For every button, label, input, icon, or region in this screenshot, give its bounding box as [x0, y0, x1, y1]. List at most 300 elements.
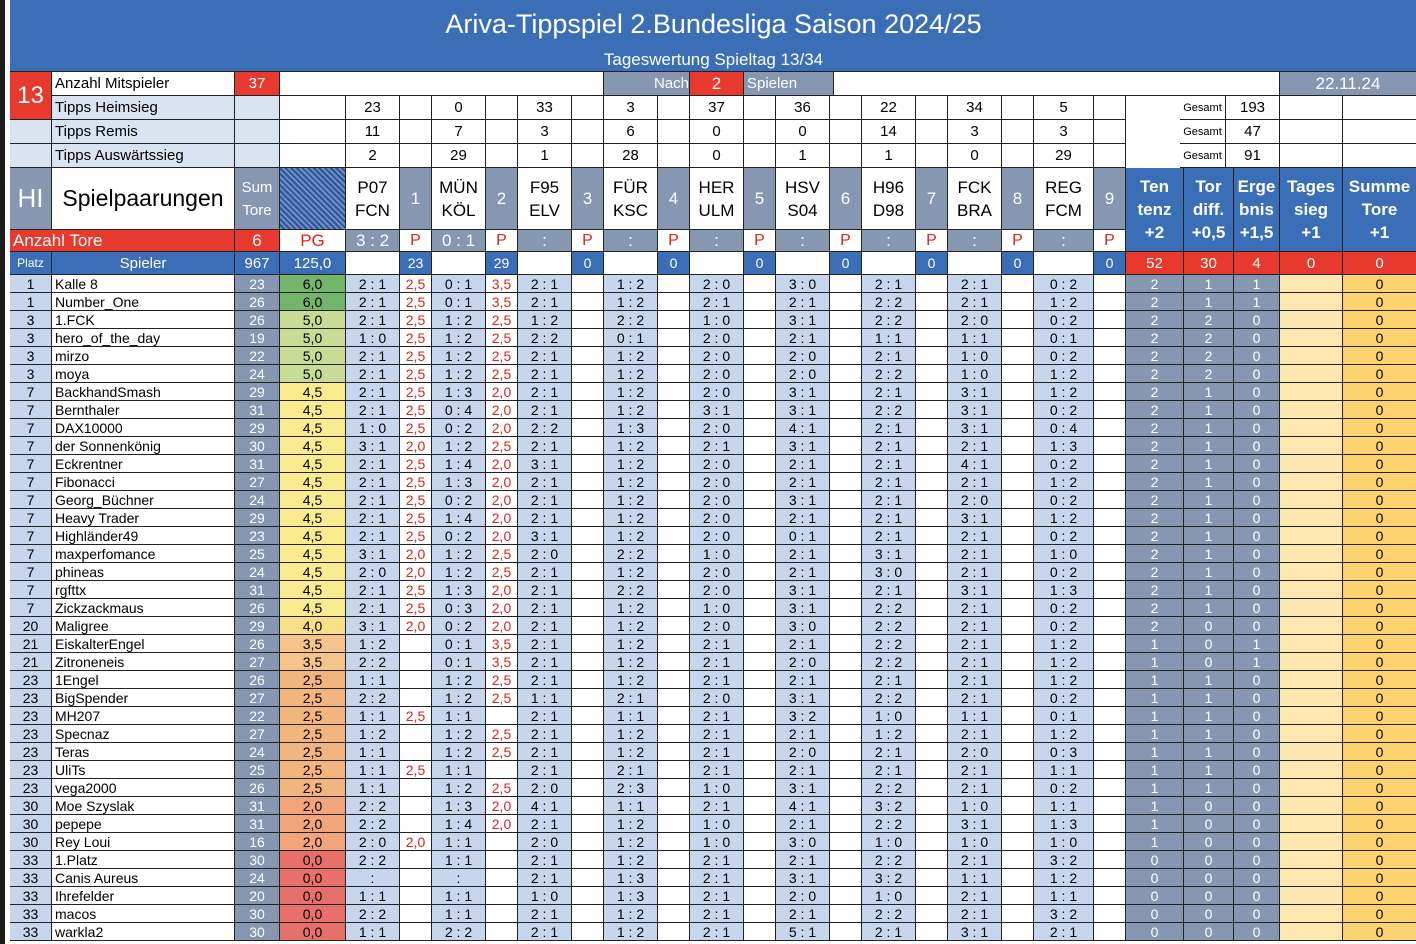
blank — [572, 671, 604, 689]
player-tip: 3 : 1 — [776, 689, 830, 707]
tipps-heimsieg-count: 22 — [862, 96, 916, 120]
player-name: BackhandSmash — [52, 383, 235, 401]
blank — [1094, 293, 1126, 311]
player-tip: 2 : 0 — [690, 365, 744, 383]
player-tendenz: 0 — [1126, 923, 1184, 941]
tip-points: 2,0 — [400, 545, 432, 563]
player-tip: 2 : 1 — [948, 437, 1002, 455]
tip-points: 2,5 — [400, 347, 432, 365]
player-name: 1.Platz — [52, 851, 235, 869]
player-tip: 2 : 2 — [862, 365, 916, 383]
player-tip: 0 : 1 — [776, 527, 830, 545]
blank — [658, 851, 690, 869]
blank — [572, 293, 604, 311]
blank — [572, 851, 604, 869]
player-points: 4,5 — [280, 581, 346, 599]
player-tagessieg — [1280, 509, 1343, 527]
blank — [1002, 527, 1034, 545]
player-rank: 21 — [10, 635, 52, 653]
blank — [744, 689, 776, 707]
player-points: 4,5 — [280, 527, 346, 545]
player-tip: 2 : 0 — [948, 491, 1002, 509]
header-line: tenz — [1137, 200, 1172, 219]
player-name: der Sonnenkönig — [52, 437, 235, 455]
blank — [572, 635, 604, 653]
match-p: P — [1002, 230, 1034, 252]
player-tip: 2 : 1 — [948, 599, 1002, 617]
blank — [916, 509, 948, 527]
tip-points: 3,5 — [486, 653, 518, 671]
tipps-remis-count: 3 — [518, 120, 572, 144]
player-tip: 2 : 1 — [862, 743, 916, 761]
blank — [1094, 144, 1126, 168]
blank — [916, 851, 948, 869]
blank — [572, 96, 604, 120]
player-tordiff: 1 — [1184, 293, 1234, 311]
player-tip: 3 : 1 — [948, 815, 1002, 833]
player-goals: 26 — [235, 293, 280, 311]
player-tip: 2 : 1 — [518, 743, 572, 761]
header-line: P07 — [357, 177, 388, 197]
player-tordiff: 1 — [1184, 599, 1234, 617]
player-tip: 2 : 0 — [690, 563, 744, 581]
player-tagessieg — [1280, 401, 1343, 419]
player-tip: 2 : 1 — [518, 581, 572, 599]
player-tip: 2 : 2 — [862, 815, 916, 833]
tip-points: 2,5 — [486, 563, 518, 581]
player-name: MH207 — [52, 707, 235, 725]
page-title: Ariva-Tippspiel 2.Bundesliga Saison 2024/25 — [10, 0, 1416, 48]
player-rank: 30 — [10, 833, 52, 851]
player-summe: 0 — [1343, 653, 1416, 671]
player-tordiff: 0 — [1184, 797, 1234, 815]
tip-points: 2,0 — [486, 815, 518, 833]
player-tagessieg — [1280, 527, 1343, 545]
player-tip: 3 : 1 — [948, 401, 1002, 419]
player-tendenz: 2 — [1126, 329, 1184, 347]
player-goals: 23 — [235, 275, 280, 293]
player-name: EiskalterEngel — [52, 635, 235, 653]
player-name: phineas — [52, 563, 235, 581]
player-goals: 19 — [235, 329, 280, 347]
player-tip: 0 : 2 — [1034, 617, 1094, 635]
match-teams — [948, 168, 1002, 230]
blank — [1002, 923, 1034, 941]
player-tip: 2 : 1 — [690, 671, 744, 689]
tip-points: 2,5 — [400, 527, 432, 545]
player-tip: 1 : 2 — [604, 527, 658, 545]
blank — [1094, 383, 1126, 401]
player-tip: 1 : 3 — [432, 383, 486, 401]
header-line: Sum — [241, 178, 273, 196]
blank — [916, 671, 948, 689]
blank — [572, 797, 604, 815]
player-tip: 1 : 2 — [346, 635, 400, 653]
player-tip: 1 : 1 — [346, 671, 400, 689]
player-rank: 33 — [10, 905, 52, 923]
gesamt-label: Gesamt — [1180, 96, 1226, 120]
player-name: moya — [52, 365, 235, 383]
player-tip: 2 : 1 — [948, 689, 1002, 707]
blank — [830, 851, 862, 869]
tip-points — [400, 851, 432, 869]
player-goals: 27 — [235, 653, 280, 671]
blank — [1002, 437, 1034, 455]
player-tip: 3 : 0 — [776, 833, 830, 851]
spieler-header: Spieler — [52, 252, 235, 275]
player-tendenz: 0 — [1126, 887, 1184, 905]
player-ergebnis: 0 — [1234, 761, 1280, 779]
tip-points: 2,5 — [486, 779, 518, 797]
player-tip: 1 : 2 — [1034, 635, 1094, 653]
player-tip: 4 : 1 — [518, 797, 572, 815]
players-label: Anzahl Mitspieler — [52, 72, 235, 96]
blank — [1094, 653, 1126, 671]
blank — [744, 545, 776, 563]
header-line: Tages — [1287, 177, 1335, 196]
player-goals: 30 — [235, 437, 280, 455]
player-tagessieg — [1280, 347, 1343, 365]
player-tip: 2 : 2 — [346, 653, 400, 671]
player-rank: 23 — [10, 707, 52, 725]
player-ergebnis: 0 — [1234, 707, 1280, 725]
player-tip: 1 : 0 — [690, 815, 744, 833]
blank — [658, 815, 690, 833]
player-goals: 29 — [235, 509, 280, 527]
header-line: KÖL — [441, 200, 476, 220]
tip-points: 2,5 — [400, 329, 432, 347]
player-tip: 3 : 0 — [862, 563, 916, 581]
player-goals: 30 — [235, 905, 280, 923]
blank — [830, 96, 862, 120]
header-line: D98 — [872, 200, 905, 220]
player-rank: 1 — [10, 293, 52, 311]
player-tip: 2 : 0 — [690, 455, 744, 473]
header-line: Erge — [1237, 177, 1276, 196]
blank — [658, 689, 690, 707]
tendenz-header — [1126, 168, 1184, 252]
player-tip: 1 : 3 — [432, 473, 486, 491]
blank — [1094, 120, 1126, 144]
player-tip: 1 : 3 — [1034, 581, 1094, 599]
player-tip: 2 : 1 — [518, 509, 572, 527]
player-goals: 24 — [235, 869, 280, 887]
header-line: diff. — [1192, 200, 1225, 219]
blank — [916, 275, 948, 293]
player-tendenz: 1 — [1126, 725, 1184, 743]
blank — [1094, 779, 1126, 797]
player-tip: 0 : 3 — [1034, 743, 1094, 761]
match-result: : — [604, 230, 658, 252]
blank — [1094, 599, 1126, 617]
blank — [916, 689, 948, 707]
blank — [776, 252, 830, 275]
player-tagessieg — [1280, 779, 1343, 797]
tip-points: 2,0 — [400, 563, 432, 581]
player-tip: 2 : 1 — [346, 581, 400, 599]
header-line: FÜR — [613, 177, 648, 197]
blank — [830, 455, 862, 473]
player-points: 4,5 — [280, 545, 346, 563]
player-rank: 7 — [10, 527, 52, 545]
blank — [830, 491, 862, 509]
player-tip: 1 : 0 — [1034, 833, 1094, 851]
player-tordiff: 1 — [1184, 563, 1234, 581]
player-points: 0,0 — [280, 851, 346, 869]
player-tip: 2 : 2 — [862, 851, 916, 869]
blank — [830, 365, 862, 383]
blank — [744, 329, 776, 347]
player-rank: 3 — [10, 347, 52, 365]
blank — [916, 905, 948, 923]
tip-points: 2,0 — [486, 599, 518, 617]
tip-points: 2,5 — [400, 509, 432, 527]
tip-points: 3,5 — [486, 635, 518, 653]
player-tagessieg — [1280, 365, 1343, 383]
match-number: 9 — [1094, 168, 1126, 230]
player-rank: 33 — [10, 923, 52, 941]
tip-points: 2,0 — [400, 617, 432, 635]
player-goals: 23 — [235, 527, 280, 545]
player-tip: 1 : 2 — [604, 437, 658, 455]
player-goals: 24 — [235, 365, 280, 383]
player-tip: 0 : 1 — [604, 329, 658, 347]
player-tip: 2 : 1 — [862, 437, 916, 455]
player-tip: 2 : 2 — [862, 293, 916, 311]
blank — [830, 707, 862, 725]
blank — [1094, 437, 1126, 455]
blank — [916, 725, 948, 743]
tip-points: 2,5 — [400, 365, 432, 383]
tipps-auswaerts-count: 29 — [1034, 144, 1094, 168]
blank — [1094, 869, 1126, 887]
player-tendenz: 1 — [1126, 797, 1184, 815]
blank — [1343, 120, 1416, 144]
blank — [658, 887, 690, 905]
player-tip: 2 : 2 — [604, 311, 658, 329]
blank — [916, 743, 948, 761]
player-ergebnis: 0 — [1234, 905, 1280, 923]
player-tip: 1 : 1 — [346, 743, 400, 761]
player-tip: 1 : 2 — [604, 383, 658, 401]
player-summe: 0 — [1343, 437, 1416, 455]
header-line: FCK — [957, 177, 992, 197]
blank — [1002, 144, 1034, 168]
player-tendenz: 2 — [1126, 419, 1184, 437]
player-tendenz: 2 — [1126, 293, 1184, 311]
player-tip: 3 : 1 — [948, 383, 1002, 401]
player-tordiff: 1 — [1184, 671, 1234, 689]
player-tip: 2 : 1 — [518, 347, 572, 365]
player-tip: 1 : 1 — [346, 923, 400, 941]
player-tip: 1 : 2 — [432, 365, 486, 383]
match-points: 29 — [486, 252, 518, 275]
player-tip: 2 : 1 — [776, 509, 830, 527]
player-summe: 0 — [1343, 419, 1416, 437]
player-tordiff: 1 — [1184, 455, 1234, 473]
header-line: ULM — [698, 200, 735, 220]
player-ergebnis: 0 — [1234, 599, 1280, 617]
player-ergebnis: 0 — [1234, 797, 1280, 815]
blank — [658, 779, 690, 797]
blank — [658, 545, 690, 563]
match-p: P — [400, 230, 432, 252]
blank — [916, 797, 948, 815]
player-tip: 2 : 1 — [518, 383, 572, 401]
blank — [486, 120, 518, 144]
tip-points: 2,5 — [486, 347, 518, 365]
player-tip: 2 : 0 — [690, 491, 744, 509]
player-tip: 2 : 0 — [690, 617, 744, 635]
blank — [658, 635, 690, 653]
player-tagessieg — [1280, 455, 1343, 473]
player-rank: 23 — [10, 725, 52, 743]
player-goals: 25 — [235, 545, 280, 563]
blank — [916, 401, 948, 419]
blank — [658, 383, 690, 401]
player-tendenz: 2 — [1126, 509, 1184, 527]
player-rank: 7 — [10, 599, 52, 617]
blank — [830, 635, 862, 653]
player-name: Maligree — [52, 617, 235, 635]
blank — [1094, 275, 1126, 293]
player-tip: 1 : 2 — [604, 293, 658, 311]
player-tip: 2 : 0 — [948, 311, 1002, 329]
player-tip: 1 : 2 — [604, 905, 658, 923]
blank — [572, 311, 604, 329]
player-rank: 7 — [10, 437, 52, 455]
player-tip: 2 : 1 — [948, 563, 1002, 581]
player-tordiff: 1 — [1184, 581, 1234, 599]
player-ergebnis: 0 — [1234, 743, 1280, 761]
player-tip: 1 : 2 — [604, 455, 658, 473]
player-goals: 24 — [235, 563, 280, 581]
player-goals: 27 — [235, 725, 280, 743]
player-tip: 2 : 0 — [690, 509, 744, 527]
blank — [1002, 887, 1034, 905]
player-tip: 1 : 2 — [432, 725, 486, 743]
player-ergebnis: 0 — [1234, 383, 1280, 401]
match-result: : — [518, 230, 572, 252]
blank — [744, 473, 776, 491]
blank — [1002, 563, 1034, 581]
player-tip: 2 : 2 — [346, 905, 400, 923]
tip-points — [400, 815, 432, 833]
player-summe: 0 — [1343, 725, 1416, 743]
player-tagessieg — [1280, 545, 1343, 563]
header-line: HER — [698, 177, 735, 197]
player-summe: 0 — [1343, 599, 1416, 617]
header-line: S04 — [787, 200, 818, 220]
player-tendenz: 2 — [1126, 491, 1184, 509]
player-tip: 2 : 1 — [518, 671, 572, 689]
header-line: HSV — [785, 177, 820, 197]
blank — [572, 869, 604, 887]
player-tip: 1 : 2 — [1034, 365, 1094, 383]
player-tip: 2 : 1 — [948, 725, 1002, 743]
player-points: 4,5 — [280, 383, 346, 401]
player-tip: 2 : 1 — [518, 401, 572, 419]
player-points: 4,5 — [280, 401, 346, 419]
match-teams — [604, 168, 658, 230]
tipps-heimsieg-count: 23 — [346, 96, 400, 120]
spielpaarungen-label: Spielpaarungen — [52, 168, 235, 230]
player-points: 2,0 — [280, 833, 346, 851]
match-result: 3 : 2 — [346, 230, 400, 252]
platz-header: Platz — [10, 252, 52, 275]
player-tip: 2 : 1 — [776, 905, 830, 923]
player-tip: 2 : 1 — [690, 653, 744, 671]
header-line: +0,5 — [1191, 223, 1226, 242]
tipps-heimsieg-count: 34 — [948, 96, 1002, 120]
player-tagessieg — [1280, 707, 1343, 725]
tip-points — [400, 671, 432, 689]
player-ergebnis: 1 — [1234, 275, 1280, 293]
player-points: 4,5 — [280, 509, 346, 527]
gesamt-remis: 47 — [1226, 120, 1280, 144]
player-tip: 2 : 1 — [948, 761, 1002, 779]
player-tip: 1 : 2 — [1034, 383, 1094, 401]
player-tip: 0 : 2 — [432, 419, 486, 437]
blank — [658, 311, 690, 329]
tipps-heimsieg-count: 37 — [690, 96, 744, 120]
blank — [1094, 419, 1126, 437]
player-tip: 3 : 1 — [346, 617, 400, 635]
tip-points: 2,0 — [486, 617, 518, 635]
blank — [572, 599, 604, 617]
player-tip: 1 : 1 — [432, 905, 486, 923]
player-tip: 2 : 2 — [862, 311, 916, 329]
player-tip: : — [346, 869, 400, 887]
tipps-auswaerts-count: 0 — [948, 144, 1002, 168]
blank — [744, 743, 776, 761]
header-line: Summe — [1348, 177, 1411, 196]
player-tip: 0 : 2 — [1034, 455, 1094, 473]
blank — [572, 833, 604, 851]
player-tip: 2 : 1 — [690, 635, 744, 653]
anzahl-tore-label: Anzahl Tore — [10, 230, 235, 252]
player-summe: 0 — [1343, 581, 1416, 599]
blank — [916, 653, 948, 671]
player-tagessieg — [1280, 329, 1343, 347]
player-tip: 2 : 1 — [862, 347, 916, 365]
tip-points — [400, 653, 432, 671]
player-summe: 0 — [1343, 689, 1416, 707]
player-tordiff: 1 — [1184, 473, 1234, 491]
total-tordiff: 30 — [1184, 252, 1234, 275]
tipps-auswaerts-count: 1 — [518, 144, 572, 168]
player-ergebnis: 1 — [1234, 635, 1280, 653]
player-tip: 2 : 1 — [346, 293, 400, 311]
blank — [744, 761, 776, 779]
player-tip: 2 : 1 — [948, 275, 1002, 293]
blank — [658, 401, 690, 419]
player-tip: 2 : 2 — [346, 815, 400, 833]
blank — [1094, 743, 1126, 761]
tip-points — [486, 707, 518, 725]
player-tip: 1 : 2 — [432, 311, 486, 329]
player-tip: 1 : 2 — [432, 779, 486, 797]
blank — [830, 275, 862, 293]
match-result: : — [862, 230, 916, 252]
player-points: 2,5 — [280, 725, 346, 743]
player-tip: 4 : 1 — [776, 797, 830, 815]
player-tip: 2 : 2 — [862, 689, 916, 707]
player-tip: 2 : 1 — [346, 455, 400, 473]
player-tagessieg — [1280, 689, 1343, 707]
player-tip: 2 : 1 — [518, 365, 572, 383]
player-tip: 1 : 0 — [346, 329, 400, 347]
